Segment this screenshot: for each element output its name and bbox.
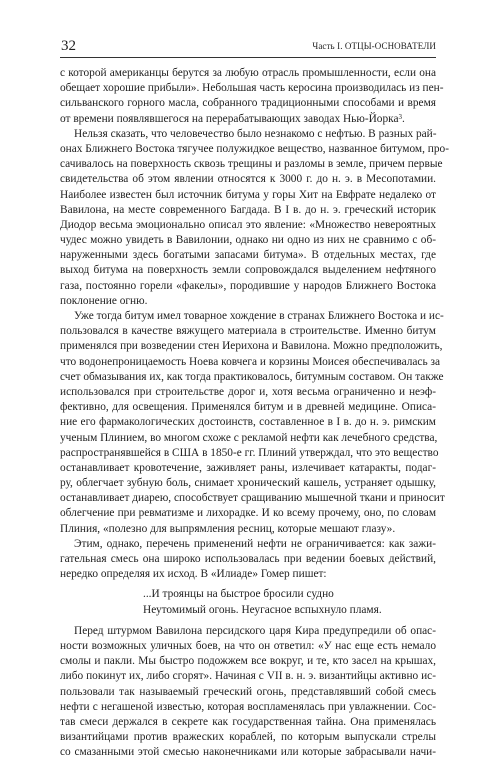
text-line: обещает хорошие прибыли». Небольшая часть керосина производилась из пен- bbox=[60, 82, 444, 95]
text-line: газа, постоянно горели «факелы», породившие у народов Ближнего Востока bbox=[60, 279, 436, 292]
text-line: ности возможных уличных боев, на что он ответил: «У нас еще есть немало bbox=[60, 639, 436, 652]
text-line: сильванского горного масла, собранного традиционными способами и время bbox=[60, 97, 436, 110]
footnote-marker: 3 bbox=[398, 112, 403, 121]
body-text bbox=[60, 66, 449, 760]
paragraph-1 bbox=[60, 66, 444, 127]
text-line: поклонение огню. bbox=[60, 294, 148, 307]
text-line: Диодор весьма эмоционально описал это явление: «Множество невероятных bbox=[60, 218, 436, 231]
text-line: Этим, однако, перечень применений нефти не ограничивается: как зажи- bbox=[74, 537, 436, 550]
text-line: распространявшейся в США в 1850-е гг. Плиний утверждал, что это вещество bbox=[60, 446, 439, 459]
text-line: со смазанными этой смесью наконечниками или которые забрасывали начи- bbox=[60, 746, 436, 759]
text-line: останавливает кровотечение, заживляет раны, излечивает катаракты, подаг- bbox=[60, 461, 436, 474]
text-line: смолы и пакли. Мы быстро подожжем все вокруг, и те, кто засел на крышах, bbox=[60, 655, 436, 668]
text-line bbox=[60, 112, 436, 127]
text-line: нередко определяя их исход. В «Илиаде» Гомер пишет: bbox=[60, 568, 327, 581]
text-line: сачивалось на поверхность сквозь трещины и разломы в земле, причем первые bbox=[60, 158, 443, 171]
text-line: ученым Плинием, во многом схоже с рекламой нефти как лечебного средства, bbox=[60, 431, 438, 444]
text-line: что водонепроницаемость Ноева ковчега и корзины Моисея обеспечивалась за bbox=[60, 355, 440, 368]
text-line: Перед штурмом Вавилона персидского царя Кира предупредили об опас- bbox=[74, 624, 436, 637]
text-line: византийцами против вражеских кораблей, по которым выпускали стрелы bbox=[60, 731, 436, 744]
paragraph-4 bbox=[60, 537, 436, 583]
text-line: останавливает диарею, способствует сращиванию мышечной ткани и приносит bbox=[60, 492, 445, 505]
header-rule bbox=[60, 57, 436, 58]
text-line: пользовался в качестве вяжущего материала в строительстве. Именно битум bbox=[60, 325, 436, 338]
verse-line: Неутомимый огонь. Неугасное вспыхнуло пламя. bbox=[143, 603, 382, 616]
text-line: Уже тогда битум имел товарное хождение в странах Ближнего Востока и ис- bbox=[74, 310, 444, 322]
text-line-content: от времени появлявшегося на перерабатывающих заводах Нью-Йорка bbox=[60, 112, 399, 125]
page-number: 32 bbox=[61, 38, 76, 54]
text-line: ру, облегчает зубную боль, снимает хронический кашель, устраняет одышку, bbox=[60, 477, 436, 490]
text-line: онах Ближнего Востока тягучее полужидкое вещество, названное битумом, про- bbox=[60, 142, 449, 155]
text-line: нефти с негашеной известью, которая воспламенялась при увлажнении. Сос- bbox=[60, 700, 436, 713]
text-line: гательная смесь она широко использовалась при ведении боевых действий, bbox=[60, 553, 436, 565]
text-line: Плиния, «полезно для выпрямления ресниц, которые мешают глазу». bbox=[60, 522, 396, 535]
paragraph-5 bbox=[60, 624, 436, 760]
text-line: Нельзя сказать, что человечество было незнакомо с нефтью. В разных рай- bbox=[74, 127, 437, 140]
text-line: выход битума на поверхность земли сопровождался выделением нефтяного bbox=[60, 264, 436, 277]
text-line: свидетельства об этом явлении относятся к 3000 г. до н. э. в Месопотамии. bbox=[60, 173, 436, 186]
text-line: пользовали так называемый греческий огонь, представлявший собой смесь bbox=[60, 685, 436, 698]
text-line: использовался при строительстве дорог и, хотя весьма ограниченно и неэф- bbox=[60, 385, 436, 398]
text-line: наруженными здесь богатыми запасами битума». В отдельных местах, где bbox=[60, 249, 436, 262]
text-line: облегчение при ревматизме и лихорадке. И ко всему прочему, оно, по словам bbox=[60, 507, 436, 520]
verse-line: ...И троянцы на быстрое бросили судно bbox=[143, 588, 334, 601]
verse-quote bbox=[60, 587, 436, 617]
text-line: либо покинут их, либо сгорят». Начиная с VII в. н. э. византийцы активно ис- bbox=[60, 670, 436, 683]
paragraph-2 bbox=[60, 127, 449, 309]
text-line: применялся при возведении стен Иерихона и Вавилона. Можно предположить, bbox=[60, 340, 443, 353]
text-line: с которой американцы берутся за любую отрасль промышленности, если она bbox=[60, 67, 436, 79]
text-line: фективно, для освещения. Применялся битум и в древней медицине. Описа- bbox=[60, 401, 436, 414]
text-line: Вавилона, на месте современного Багдада. В I в. до н. э. греческий историк bbox=[60, 203, 436, 216]
text-line: счет обмазывания их, как тогда практиковалось, битумным составом. Он также bbox=[60, 370, 444, 383]
text-line: тав смеси держался в секрете как государственная тайна. Она применялась bbox=[60, 715, 436, 728]
text-line: ние его фармакологических достоинств, составленное в I в. до н. э. римским bbox=[60, 416, 436, 429]
text-line: чудес можно увидеть в Вавилонии, однако ни одно из них не сравнимо с об- bbox=[60, 234, 436, 247]
text-line-tail: . bbox=[402, 112, 405, 125]
running-head: Часть I. ОТЦЫ-ОСНОВАТЕЛИ bbox=[312, 41, 436, 51]
text-line: Наиболее известен был источник битума у горы Хит на Евфрате недалеко от bbox=[60, 188, 436, 201]
paragraph-3 bbox=[60, 309, 445, 537]
